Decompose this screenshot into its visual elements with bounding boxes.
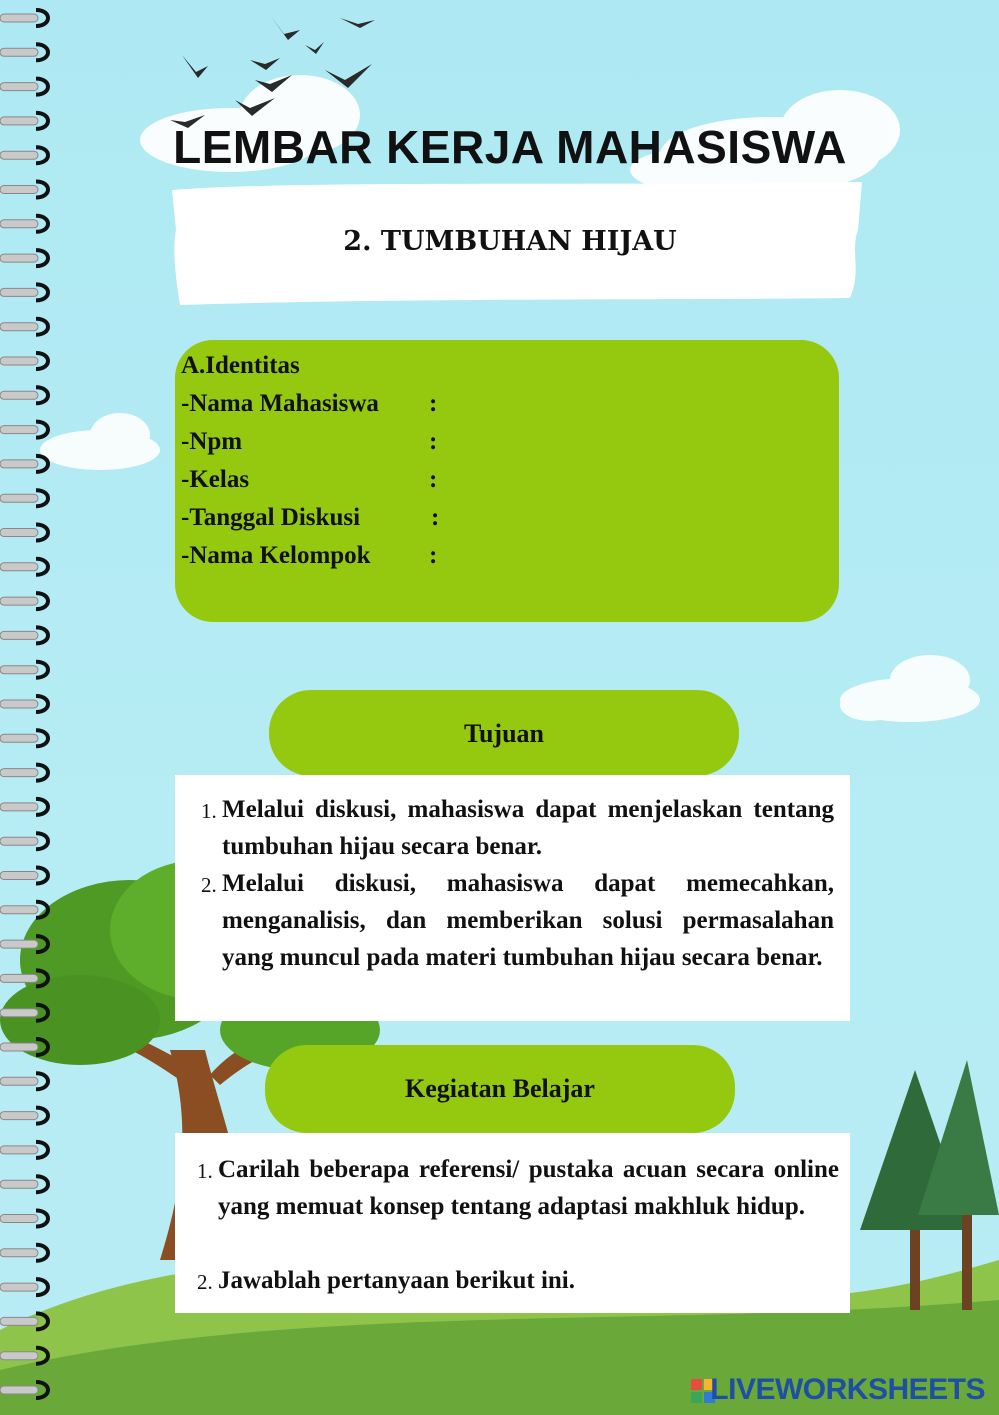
- spiral-ring: [0, 1215, 38, 1223]
- spiral-ring: [0, 563, 38, 571]
- field-tanggal-diskusi: [181, 504, 440, 532]
- spiral-ring: [0, 597, 38, 605]
- kegiatan-item-2: Jawablah pertanyaan berikut ini.: [218, 1267, 576, 1294]
- spiral-ring: [0, 700, 38, 708]
- spiral-ring: [0, 1043, 38, 1051]
- spiral-ring: [0, 48, 38, 56]
- field-npm: [181, 428, 438, 456]
- field-separator: :: [429, 428, 438, 455]
- spiral-ring: [0, 357, 38, 365]
- spiral-ring: [0, 391, 38, 399]
- spiral-ring: [0, 1249, 38, 1257]
- spiral-ring: [0, 460, 38, 468]
- tujuan-item-2: Melalui diskusi, mahasiswa dapat memecahkan, menganalisis, dan memberikan solusi permasalahan yang muncul pada materi tumbuhan hijau secara benar.: [222, 870, 834, 971]
- field-label: -Nama Mahasiswa: [181, 390, 379, 417]
- field-nama-mahasiswa: [181, 390, 438, 418]
- spiral-ring: [0, 323, 38, 331]
- list-number: 2.: [197, 1270, 213, 1294]
- spiral-ring: [0, 1180, 38, 1188]
- field-separator: :: [429, 542, 438, 569]
- page-title: LEMBAR KERJA MAHASISWA: [173, 121, 847, 173]
- spiral-ring: [0, 186, 38, 194]
- kegiatan-item-1: Carilah beberapa referensi/ pustaka acuan secara online yang memuat konsep tentang adaptasi makhluk hidup.: [218, 1156, 839, 1220]
- spiral-ring: [0, 117, 38, 125]
- cloud-right: [840, 655, 980, 722]
- spiral-ring: [0, 734, 38, 742]
- spiral-ring: [0, 529, 38, 537]
- spiral-ring: [0, 14, 38, 22]
- spiral-ring: [0, 151, 38, 159]
- kegiatan-box: [175, 1133, 850, 1313]
- spiral-ring: [0, 1146, 38, 1154]
- field-label: -Tanggal Diskusi: [181, 504, 361, 531]
- tujuan-heading: Tujuan: [269, 690, 739, 776]
- spiral-ring: [0, 1386, 38, 1394]
- spiral-ring: [0, 974, 38, 982]
- spiral-ring: [0, 1283, 38, 1291]
- spiral-ring: [0, 837, 38, 845]
- kegiatan-heading: Kegiatan Belajar: [265, 1045, 735, 1133]
- spiral-ring: [0, 288, 38, 296]
- identity-heading: A.Identitas: [181, 352, 300, 379]
- list-number: 2.: [201, 873, 217, 897]
- spiral-ring: [0, 426, 38, 434]
- field-separator: :: [429, 466, 438, 493]
- tujuan-box: [175, 775, 850, 1021]
- field-label: -Npm: [181, 428, 243, 455]
- spiral-ring: [0, 83, 38, 91]
- spiral-ring: [0, 254, 38, 262]
- spiral-ring: [0, 872, 38, 880]
- spiral-ring: [0, 1317, 38, 1325]
- spiral-ring: [0, 1077, 38, 1085]
- spiral-ring: [0, 494, 38, 502]
- spiral-ring: [0, 666, 38, 674]
- field-label: -Nama Kelompok: [181, 542, 371, 569]
- liveworksheets-brand[interactable]: LIVEWORKSHEETS: [710, 1373, 985, 1406]
- spiral-ring: [0, 803, 38, 811]
- tujuan-item-1: Melalui diskusi, mahasiswa dapat menjelaskan tentang tumbuhan hijau secara benar.: [222, 796, 834, 860]
- identity-panel: [175, 340, 839, 622]
- field-kelas: [181, 466, 438, 494]
- spiral-ring: [0, 1112, 38, 1120]
- spiral-ring: [0, 1009, 38, 1017]
- spiral-ring: [0, 631, 38, 639]
- field-nama-kelompok: [181, 542, 438, 570]
- field-separator: :: [431, 504, 440, 531]
- spiral-ring: [0, 940, 38, 948]
- spiral-ring: [0, 906, 38, 914]
- page-subtitle: 2. TUMBUHAN HIJAU: [343, 226, 677, 257]
- field-separator: :: [429, 390, 438, 417]
- list-number: 1.: [201, 799, 217, 823]
- spiral-binding: [0, 0, 60, 1415]
- field-label: -Kelas: [181, 466, 250, 493]
- list-number: 1.: [197, 1159, 213, 1183]
- spiral-ring: [0, 1352, 38, 1360]
- spiral-ring: [0, 220, 38, 228]
- spiral-ring: [0, 769, 38, 777]
